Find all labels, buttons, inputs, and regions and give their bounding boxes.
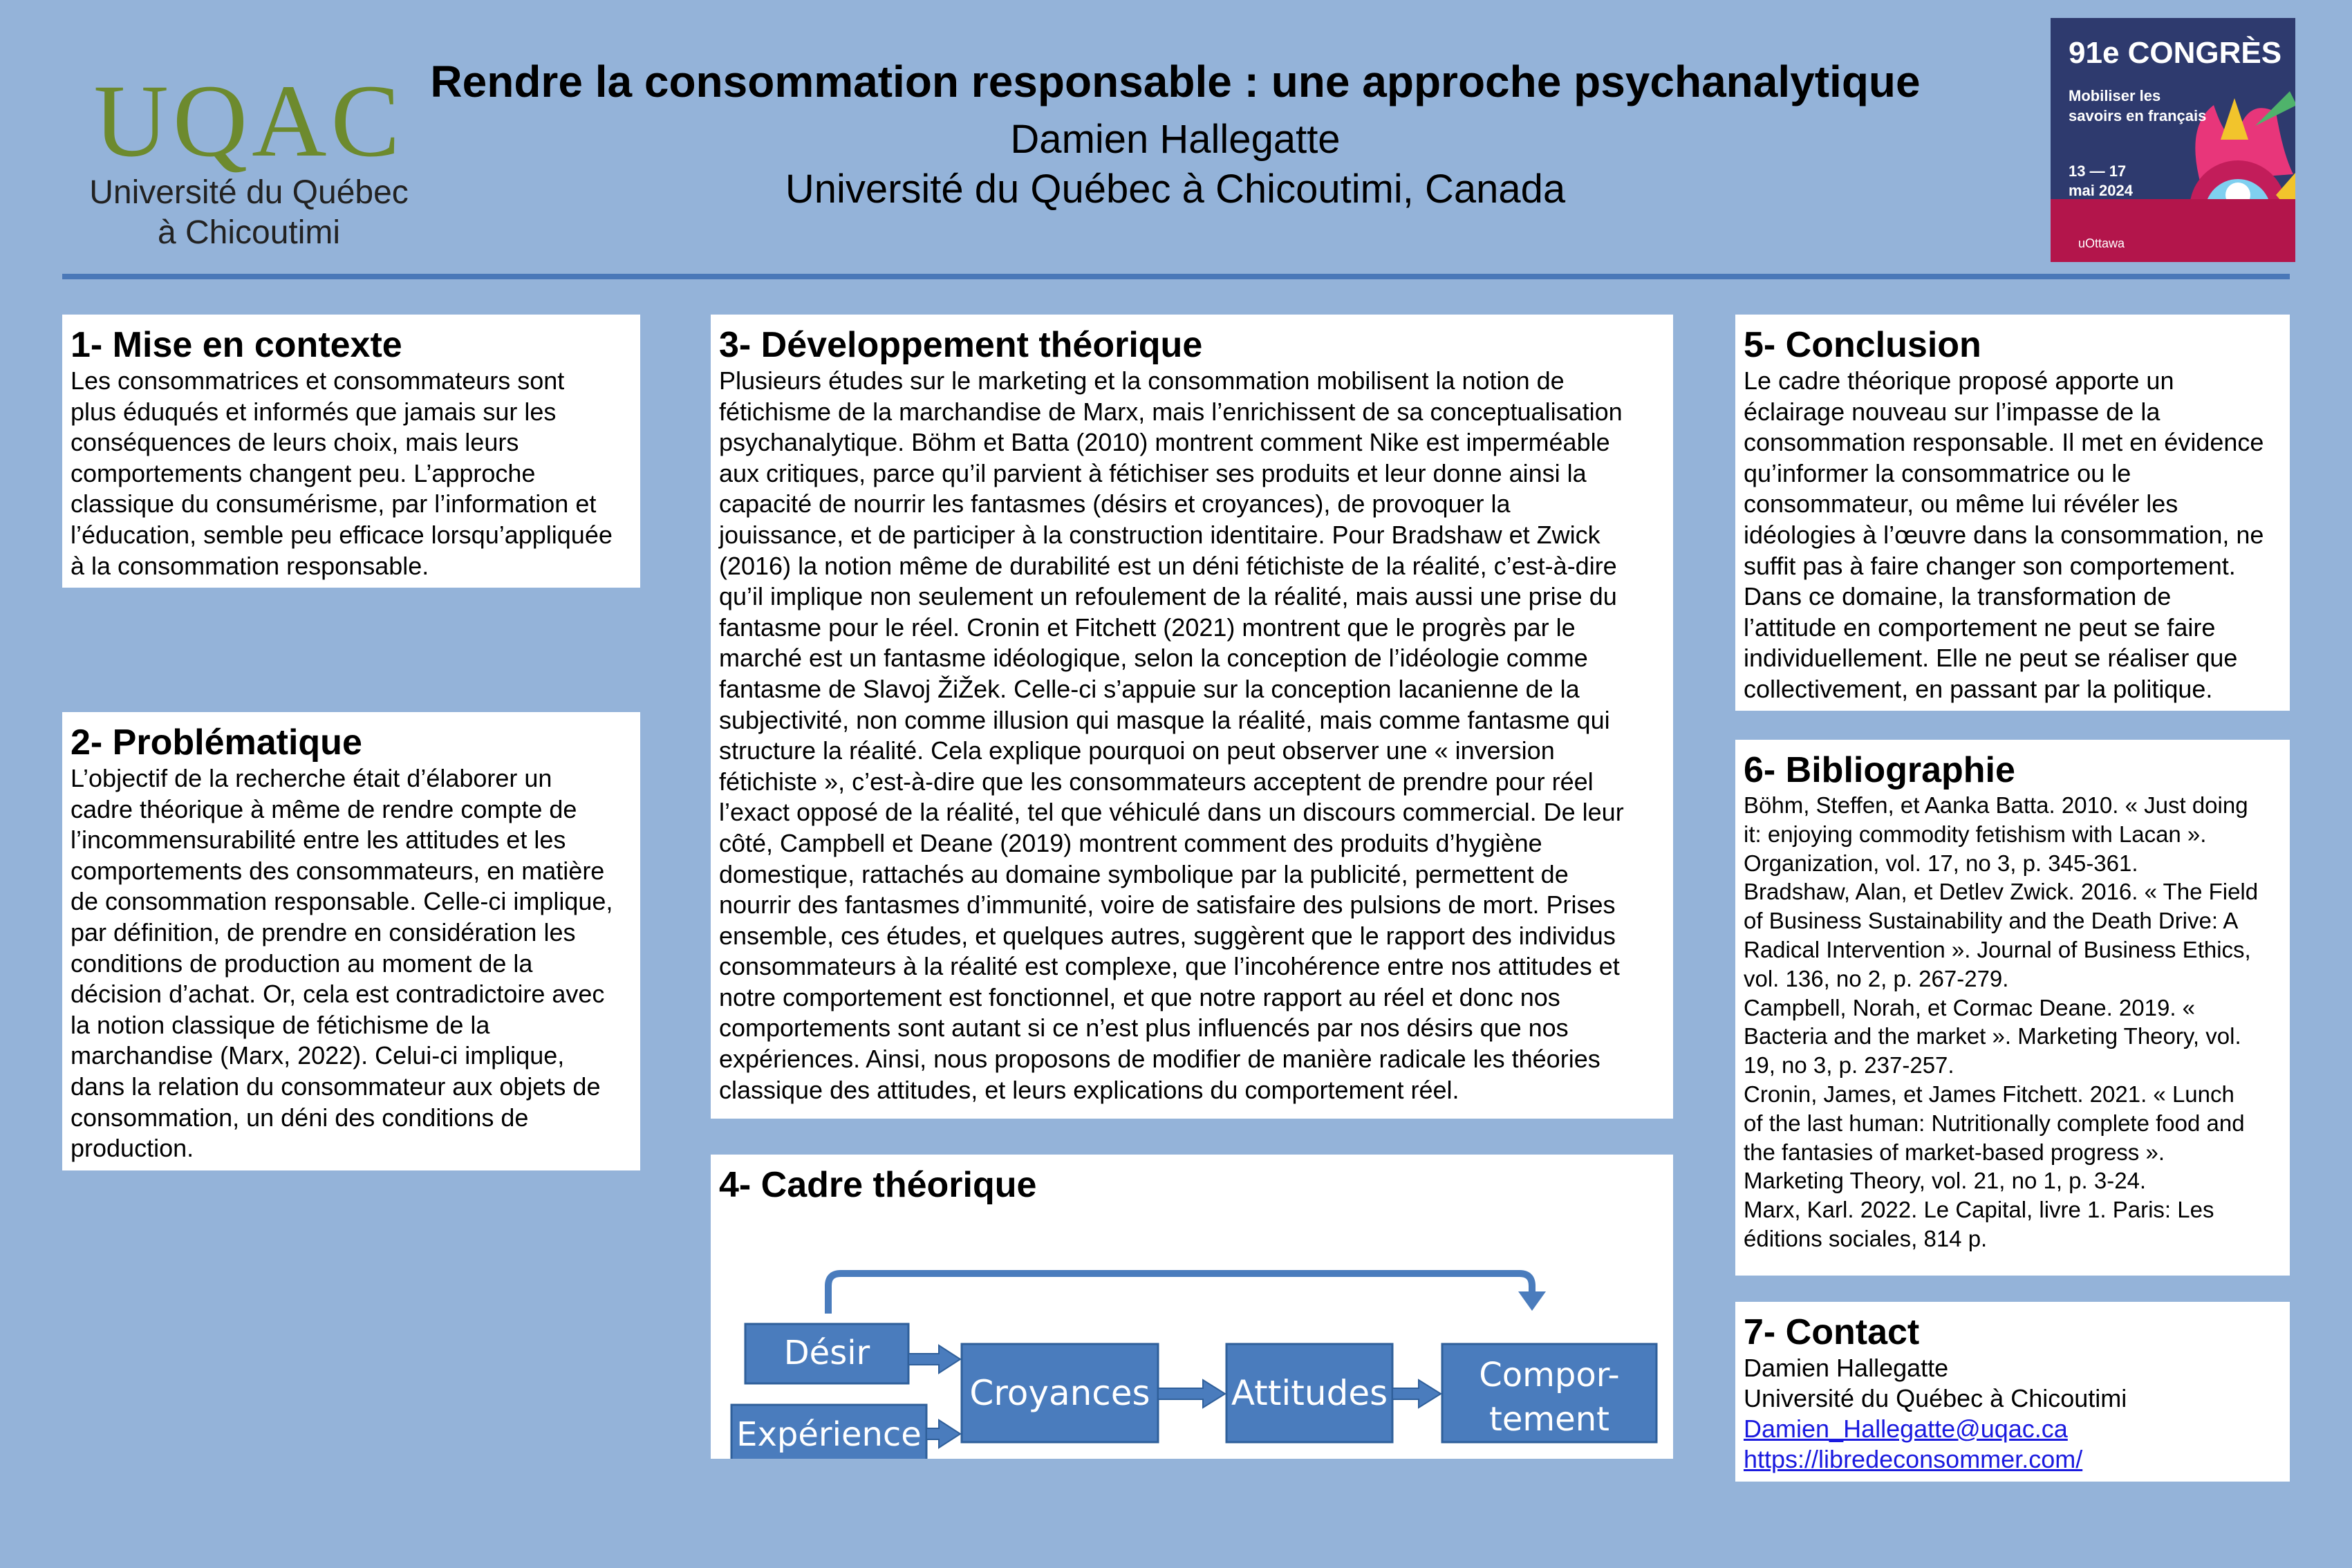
section-line: (2016) la notion même de durabilité est un déni fétichiste de la réalité, c’est-à-dire bbox=[719, 551, 1617, 580]
acfas-congress-badge bbox=[2051, 18, 2295, 262]
poster-header bbox=[387, 48, 1963, 214]
feedback-arrow bbox=[828, 1273, 1532, 1314]
section-line: l’attitude en comportement ne peut se faire bbox=[1744, 613, 2216, 642]
bibliography-line: Organization, vol. 17, no 3, p. 345-361. bbox=[1744, 850, 2138, 876]
contact-website-link[interactable]: https://libredeconsommer.com/ bbox=[1744, 1445, 2083, 1473]
section-line: plus éduqués et informés que jamais sur les bbox=[71, 397, 557, 426]
arrow-experience-croyances bbox=[926, 1420, 960, 1448]
section-line: collectivement, en passant par la politique. bbox=[1744, 674, 2213, 703]
bibliography-line: 19, no 3, p. 237-257. bbox=[1744, 1052, 1954, 1079]
bibliography-line: Böhm, Steffen, et Aanka Batta. 2010. « Just doing bbox=[1744, 792, 2248, 818]
poster-title: Rendre la consommation responsable : une approche psychanalytique bbox=[430, 57, 1921, 106]
logo-university-line: Université du Québec bbox=[89, 174, 409, 211]
arrow-croyances-attitudes bbox=[1158, 1380, 1225, 1408]
section-line: consommation, un déni des conditions de bbox=[71, 1103, 529, 1132]
section-title: 4- Cadre théorique bbox=[719, 1165, 1037, 1205]
section-problem bbox=[62, 712, 640, 1170]
section-line: la notion classique de fétichisme de la bbox=[71, 1010, 490, 1039]
bibliography-line: Campbell, Norah, et Cormac Deane. 2019. « bbox=[1744, 994, 2196, 1020]
section-line: classique du consumérisme, par l’information et bbox=[71, 489, 597, 519]
section-contact bbox=[1735, 1302, 2290, 1482]
section-line: marchandise (Marx, 2022). Celui-ci implique, bbox=[71, 1041, 565, 1070]
section-line: consommateur, ou même lui révéler les bbox=[1744, 489, 2178, 519]
logo-city-line: à Chicoutimi bbox=[157, 214, 341, 251]
section-line: classique des attitudes, et leurs explications du comportement réel. bbox=[719, 1075, 1459, 1104]
section-line: marché est un fantasme idéologique, selon la conception de l’idéologie comme bbox=[719, 644, 1588, 673]
section-line: consommateurs à la réalité est complexe, que l’incohérence entre nos attitudes et bbox=[719, 952, 1620, 981]
section-title: 2- Problématique bbox=[71, 722, 362, 763]
arrow-attitudes-comportement bbox=[1392, 1380, 1441, 1408]
attitudes-label: Attitudes bbox=[1231, 1373, 1388, 1413]
arrow-desir-croyances bbox=[908, 1345, 960, 1373]
section-line: Les consommatrices et consommateurs sont bbox=[71, 366, 565, 395]
section-line: de consommation responsable. Celle-ci implique, bbox=[71, 887, 613, 916]
section-line: production. bbox=[71, 1134, 194, 1163]
section-line: idéologies à l’œuvre dans la consommation, ne bbox=[1744, 520, 2264, 549]
section-line: fétichisme de la marchandise de Marx, mais l’enrichissent de sa conceptualisation bbox=[719, 397, 1623, 426]
contact-name: Damien Hallegatte bbox=[1744, 1354, 1949, 1382]
bibliography-line: Cronin, James, et James Fitchett. 2021. « Lunch bbox=[1744, 1081, 2234, 1107]
comportement-label-line1: Compor- bbox=[1479, 1356, 1620, 1394]
section-line: qu’informer la consommatrice ou le bbox=[1744, 458, 2131, 487]
section-line: Dans ce domaine, la transformation de bbox=[1744, 582, 2172, 611]
section-line: par définition, de prendre en considération les bbox=[71, 917, 576, 946]
section-line: comportements sont autant si ce n’est plus influencés par nos désirs que nos bbox=[719, 1014, 1569, 1043]
section-line: conditions de production au moment de la bbox=[71, 949, 533, 978]
section-line: jouissance, et de participer à la construction identitaire. Pour Bradshaw et Zwick bbox=[719, 520, 1600, 549]
bibliography-line: Bradshaw, Alan, et Detlev Zwick. 2016. « The Field bbox=[1744, 879, 2259, 905]
bibliography-line: the fantasies of market-based progress ». bbox=[1744, 1139, 2165, 1165]
section-line: cadre théorique à même de rendre compte de bbox=[71, 794, 577, 823]
section-context bbox=[62, 315, 640, 588]
section-line: côté, Campbell et Deane (2019) montrent comment des produits d’hygiène bbox=[719, 828, 1542, 857]
section-line: à la consommation responsable. bbox=[71, 551, 429, 580]
bibliography-line: vol. 136, no 2, p. 267-279. bbox=[1744, 965, 2009, 991]
section-line: consommation responsable. Il met en évidence bbox=[1744, 428, 2264, 457]
contact-affiliation: Université du Québec à Chicoutimi bbox=[1744, 1384, 2127, 1412]
section-line: fantasme de Slavoj ŽiŽek. Celle-ci s’appuie sur la conception lacanienne de la bbox=[719, 674, 1580, 703]
section-title: 3- Développement théorique bbox=[719, 325, 1203, 365]
section-line: ensemble, ces études, et quelques autres, suggèrent que le rapport des individus bbox=[719, 921, 1616, 950]
poster-author: Damien Hallegatte bbox=[1010, 117, 1341, 162]
section-line: notre comportement est fonctionnel, et que notre rapport au réel et donc nos bbox=[719, 982, 1560, 1011]
bibliography-line: Marx, Karl. 2022. Le Capital, livre 1. Paris: Les bbox=[1744, 1197, 2214, 1223]
comportement-label-line2: tement bbox=[1489, 1400, 1609, 1439]
section-title: 7- Contact bbox=[1744, 1312, 1920, 1352]
section-line: expériences. Ainsi, nous proposons de modifier de manière radicale les théories bbox=[719, 1045, 1600, 1074]
section-line: conséquences de leurs choix, mais leurs bbox=[71, 428, 519, 457]
section-line: Plusieurs études sur le marketing et la consommation mobilisent la notion de bbox=[719, 366, 1565, 395]
section-line: l’incommensurabilité entre les attitudes et les bbox=[71, 825, 566, 855]
section-title: 6- Bibliographie bbox=[1744, 750, 2015, 790]
congress-title: 91e CONGRÈS bbox=[2069, 36, 2282, 70]
section-line: individuellement. Elle ne peut se réaliser que bbox=[1744, 644, 2238, 673]
section-line: domestique, rattachés au domaine symbolique par la publicité, permettent de bbox=[719, 859, 1569, 888]
section-line: comportements changent peu. L’approche bbox=[71, 458, 536, 487]
bibliography-line: Marketing Theory, vol. 21, no 1, p. 3-24. bbox=[1744, 1168, 2147, 1194]
bibliography-line: Radical Intervention ». Journal of Business Ethics, bbox=[1744, 936, 2251, 962]
section-line: Le cadre théorique proposé apporte un bbox=[1744, 366, 2174, 395]
section-line: fétichiste », c’est-à-dire que les consommateurs acceptent de prendre pour réel bbox=[719, 767, 1594, 796]
section-conclusion bbox=[1735, 315, 2290, 711]
bibliography-line: Bacteria and the market ». Marketing Theory, vol. bbox=[1744, 1023, 2241, 1049]
contact-email-link[interactable]: Damien_Hallegatte@uqac.ca bbox=[1744, 1415, 2068, 1443]
section-line: l’exact opposé de la réalité, tel que véhiculé dans un discours commercial. De leur bbox=[719, 798, 1624, 827]
bibliography-line: it: enjoying commodity fetishism with Lacan ». bbox=[1744, 821, 2207, 847]
bibliography-line: of Business Sustainability and the Death Drive: A bbox=[1744, 908, 2239, 934]
experience-label: Expérience bbox=[736, 1415, 922, 1454]
section-framework bbox=[711, 1155, 1673, 1459]
section-line: décision d’achat. Or, cela est contradictoire avec bbox=[71, 980, 605, 1009]
congress-band bbox=[2051, 199, 2295, 262]
section-line: capacité de nourrir les fantasmes (désirs et croyances), de provoquer la bbox=[719, 489, 1511, 519]
section-line: comportements des consommateurs, en matière bbox=[71, 856, 605, 885]
section-line: nourrir des fantasmes d’immunité, voire de satisfaire des pulsions de mort. Prises bbox=[719, 890, 1616, 920]
sponsor-label: uOttawa bbox=[2078, 236, 2125, 250]
feedback-arrowhead bbox=[1518, 1291, 1546, 1311]
bibliography-line: of the last human: Nutritionally complete food and bbox=[1744, 1110, 2245, 1136]
section-line: l’éducation, semble peu efficace lorsqu’appliquée bbox=[71, 520, 613, 549]
section-line: L’objectif de la recherche était d’élaborer un bbox=[71, 764, 552, 792]
section-line: subjectivité, non comme illusion qui masque la réalité, mais comme fantasme qui bbox=[719, 705, 1610, 734]
section-title: 5- Conclusion bbox=[1744, 325, 1981, 365]
section-line: qu’il implique non seulement un refoulement de la réalité, mais aussi une prise du bbox=[719, 582, 1617, 611]
header-divider bbox=[62, 274, 2290, 279]
section-title: 1- Mise en contexte bbox=[71, 325, 402, 365]
section-line: psychanalytique. Böhm et Batta (2010) montrent comment Nike est imperméable bbox=[719, 428, 1610, 457]
bibliography-line: éditions sociales, 814 p. bbox=[1744, 1225, 1988, 1251]
section-line: dans la relation du consommateur aux objets de bbox=[71, 1072, 601, 1101]
section-line: éclairage nouveau sur l’impasse de la bbox=[1744, 397, 2160, 426]
section-line: suffit pas à faire changer son comportement. bbox=[1744, 551, 2236, 580]
section-line: structure la réalité. Cela explique pourquoi on peut observer une « inversion bbox=[719, 736, 1555, 765]
section-bibliography bbox=[1735, 740, 2290, 1276]
congress-dates: 13 — 17 mai 2024 bbox=[2069, 162, 2133, 199]
congress-tagline: Mobiliser les savoirs en français bbox=[2069, 87, 2207, 124]
section-line: fantasme pour le réel. Cronin et Fitchett (2021) montrent que le progrès par le bbox=[719, 613, 1576, 642]
desir-label: Désir bbox=[783, 1334, 870, 1372]
uqac-logo bbox=[76, 64, 422, 253]
section-line: aux critiques, parce qu’il parvient à fétichiser ses produits et leur donne ainsi la bbox=[719, 458, 1587, 487]
croyances-label: Croyances bbox=[969, 1373, 1150, 1413]
poster-affiliation: Université du Québec à Chicoutimi, Canada bbox=[785, 167, 1566, 212]
framework-diagram bbox=[711, 1210, 1673, 1459]
section-theory-development bbox=[711, 315, 1673, 1119]
logo-mark: UQAC bbox=[93, 64, 404, 178]
